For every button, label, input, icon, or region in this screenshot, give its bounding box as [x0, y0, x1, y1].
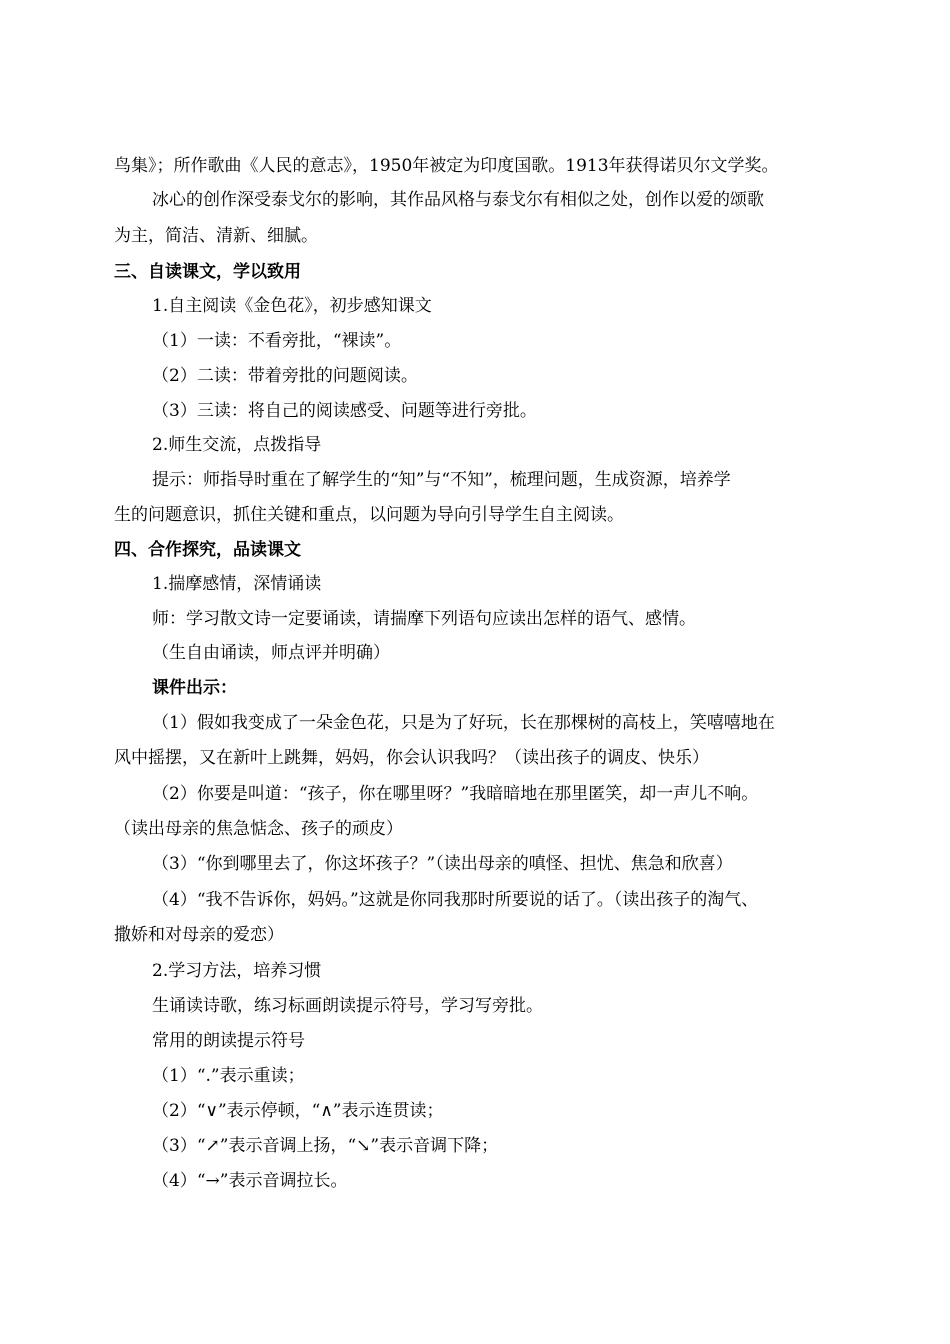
list-item: （3）“↗”表示音调上扬，“↘”表示音调下降；: [152, 1136, 499, 1156]
list-item: （3）“你到哪里去了，你这坏孩子？”（读出母亲的嗔怪、担忧、焦急和欣喜）: [152, 854, 733, 874]
list-item: （2）你要是叫道：“孩子，你在哪里呀？”我暗暗地在那里匿笑，却一声儿不响。: [152, 784, 759, 804]
text-line: （生自由诵读，师点评并明确）: [152, 643, 390, 663]
list-item: （2）二读：带着旁批的问题阅读。: [152, 366, 418, 386]
list-item: （1）“.”表示重读；: [152, 1066, 305, 1086]
text-line: 师：学习散文诗一定要诵读，请揣摩下列语句应读出怎样的语气、感情。: [152, 609, 696, 629]
text-line: 鸟集》；所作歌曲《人民的意志》，1950年被定为印度国歌。1913年获得诺贝尔文学奖。: [114, 156, 779, 176]
list-item: （3）三读：将自己的阅读感受、问题等进行旁批。: [152, 401, 537, 421]
section-heading: 三、自读课文，学以致用: [114, 262, 301, 282]
text-line: 1.揣摩感情，深情诵读: [152, 574, 322, 594]
text-line: 常用的朗读提示符号: [152, 1031, 305, 1051]
text-line: 生诵读诗歌，练习标画朗读提示符号，学习写旁批。: [152, 996, 543, 1016]
text-line: 2.师生交流，点拨指导: [152, 435, 322, 455]
list-item: （4）“→”表示音调拉长。: [152, 1171, 348, 1191]
text-line: 生的问题意识，抓住关键和重点，以问题为导向引导学生自主阅读。: [114, 505, 624, 525]
text-line: 提示：师指导时重在了解学生的“知”与“不知”，梳理问题，生成资源，培养学: [152, 470, 731, 490]
text-line: （读出母亲的焦急惦念、孩子的顽皮）: [114, 819, 403, 839]
section-heading: 四、合作探究，品读课文: [114, 540, 301, 560]
list-item: （2）“∨”表示停顿，“∧”表示连贯读；: [152, 1101, 444, 1121]
text-line: 1.自主阅读《金色花》，初步感知课文: [152, 296, 432, 316]
courseware-label: 课件出示：: [152, 678, 237, 698]
text-line: 撒娇和对母亲的爱恋）: [114, 925, 284, 945]
text-line: 风中摇摆，又在新叶上跳舞，妈妈，你会认识我吗？（读出孩子的调皮、快乐）: [114, 748, 709, 768]
list-item: （1）一读：不看旁批，“裸读”。: [152, 331, 402, 351]
list-item: （1）假如我变成了一朵金色花，只是为了好玩，长在那棵树的高枝上，笑嘻嘻地在: [152, 713, 775, 733]
text-line: 冰心的创作深受泰戈尔的影响，其作品风格与泰戈尔有相似之处，创作以爱的颂歌: [152, 190, 764, 210]
text-line: 为主，简洁、清新、细腻。: [114, 226, 318, 246]
list-item: （4）“我不告诉你，妈妈。”这就是你同我那时所要说的话了。（读出孩子的淘气、: [152, 890, 759, 910]
text-line: 2.学习方法，培养习惯: [152, 961, 322, 981]
